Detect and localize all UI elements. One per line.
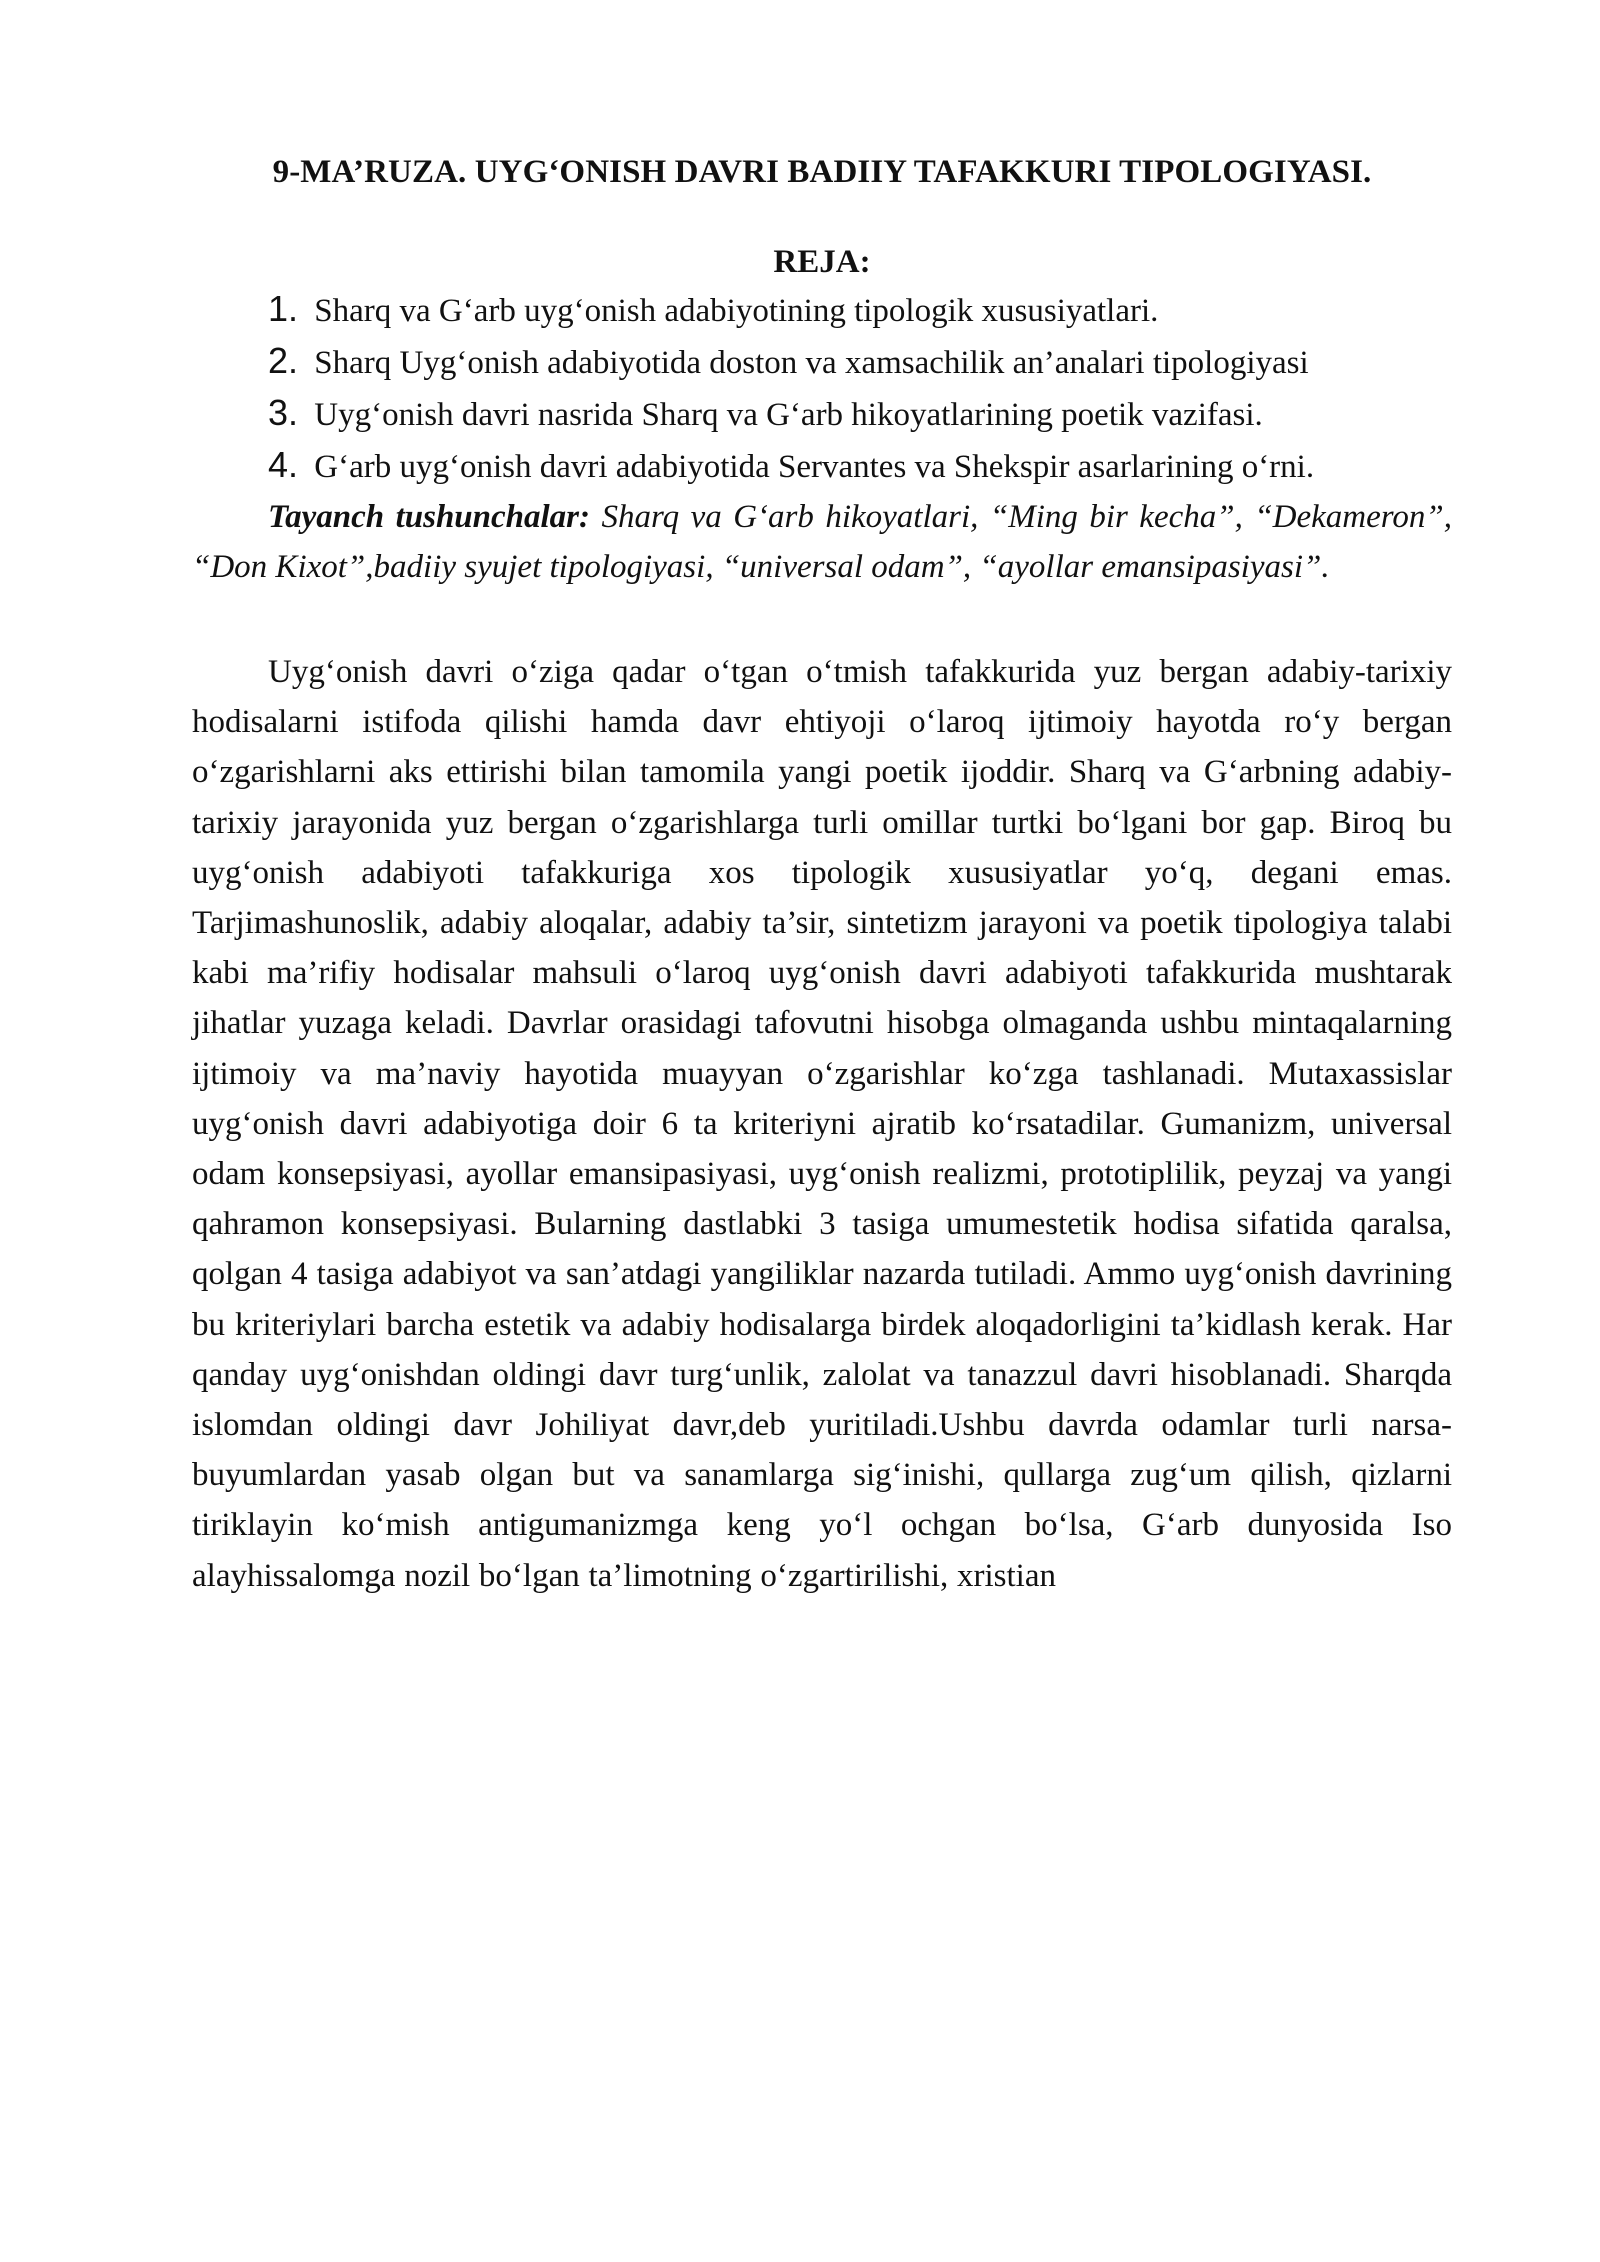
plan-item-text: G‘arb uyg‘onish davri adabiyotida Servantes va Shekspir asarlarining o‘rni. — [314, 449, 1315, 485]
plan-item-number: 2. — [268, 340, 299, 381]
plan-item-text: Sharq va G‘arb uyg‘onish adabiyotining tipologik xususiyatlari. — [314, 293, 1159, 329]
plan-item-number: 3. — [268, 392, 299, 433]
plan-list — [192, 284, 1452, 492]
keywords-paragraph — [192, 492, 1452, 592]
plan-item — [192, 440, 1452, 492]
plan-item — [192, 336, 1452, 388]
plan-item — [192, 284, 1452, 336]
keywords-label: Tayanch tushunchalar: — [268, 499, 591, 535]
body-paragraph: Uyg‘onish davri o‘ziga qadar o‘tgan o‘tmish tafakkurida yuz bergan adabiy-tarixiy hodisalarni istifoda qilishi hamda davr ehtiyoji o‘laroq ijtimoiy hayotda ro‘y bergan o‘zgarishlarni aks ettirishi bilan tamomila yangi poetik ijoddir. Sharq va G‘arbning adabiy-tarixiy jarayonida yuz bergan o‘zgarishlarga turli omillar turtki bo‘lgani bor gap. Biroq bu uyg‘onish adabiyoti tafakkuriga xos tipologik xususiyatlar yo‘q, degani emas. Tarjimashunoslik, adabiy aloqalar, adabiy ta’sir, sintetizm jarayoni va poetik tipologiya talabi kabi ma’rifiy hodisalar mahsuli o‘laroq uyg‘onish davri adabiyoti tafakkurida mushtarak jihatlar yuzaga keladi. Davrlar orasidagi tafovutni hisobga olmaganda ushbu mintaqalarning ijtimoiy va ma’naviy hayotida muayyan o‘zgarishlar ko‘zga tashlanadi. Mutaxassislar uyg‘onish davri adabiyotiga doir 6 ta kriteriyni ajratib ko‘rsatadilar. Gumanizm, universal odam konsepsiyasi, ayollar emansipasiyasi, uyg‘onish realizmi, prototiplilik, peyzaj va yangi qahramon konsepsiyasi. Bularning dastlabki 3 tasiga umumestetik hodisa sifatida qaralsa, qolgan 4 tasiga adabiyot va san’atdagi yangiliklar nazarda tutiladi. Ammo uyg‘onish davrining bu kriteriylari barcha estetik va adabiy hodisalarga birdek aloqadorligini ta’kidlash kerak. Har qanday uyg‘onishdan oldingi davr turg‘unlik, zalolat va tanazzul davri hisoblanadi. Sharqda islomdan oldingi davr Johiliyat davr,deb yuritiladi.Ushbu davrda odamlar turli narsa-buyumlardan yasab olgan but va sanamlarga sig‘inishi, qullarga zug‘um qilish, qizlarni tiriklayin ko‘mish antigumanizmga keng yo‘l ochgan bo‘lsa, G‘arb dunyosida Iso alayhissalomga nozil bo‘lgan ta’limotning o‘zgartirilishi, xristian — [192, 654, 1452, 1594]
keywords-text: Sharq va G‘arb hikoyatlari, “Ming bir kecha”, “Dekameron”, “Don Kixot”,badiiy syujet tipologiyasi, “universal odam”, “ayollar emansipasiyasi”. — [192, 499, 1452, 585]
plan-item-number: 1. — [268, 288, 299, 329]
plan-item-text: Uyg‘onish davri nasrida Sharq va G‘arb hikoyatlarining poetik vazifasi. — [314, 397, 1263, 433]
plan-heading: REJA: — [773, 244, 871, 280]
lecture-title: 9-MA’RUZA. UYG‘ONISH DAVRI BADIIY TAFAKKURI TIPOLOGIYASI. — [272, 154, 1372, 190]
plan-item — [192, 388, 1452, 440]
plan-item-text: Sharq Uyg‘onish adabiyotida doston va xamsachilik an’analari tipologiyasi — [314, 345, 1309, 381]
plan-item-number: 4. — [268, 444, 299, 485]
